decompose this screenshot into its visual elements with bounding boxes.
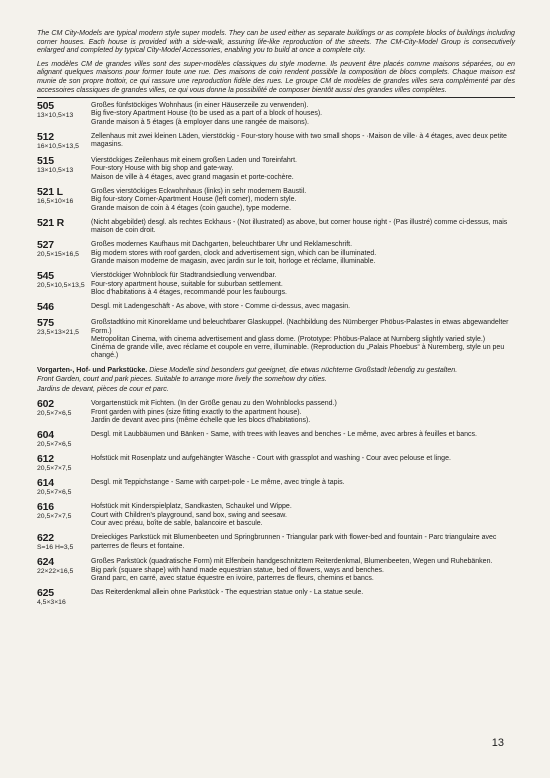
description-line: Big modern stores with roof garden, clock and advertisement sign, which can be illuminated. (91, 249, 377, 257)
model-description (91, 101, 515, 127)
description-line: Metropolitan Cinema, with cinema advertisement and glass dome. (Prototype: Phöbus-Palace at Nurnberg slightly varied style.) (91, 335, 486, 343)
catalog-page (37, 29, 515, 612)
description-line: Großes Parkstück (quadratische Form) mit Elfenbein handgeschnitztem Reiterdenkmal, Blumenbeeten, Wegen und Ruhebänken. (91, 558, 493, 566)
model-number: 545 (37, 270, 54, 283)
description-line: Desgl. mit Laubbäumen und Bänken - Same, with trees with leaves and benches - Le même, avec arbres à feuilles et bancs. (91, 431, 477, 439)
section-english: Front Garden, court and park pieces. Suitable to arrange more lively the somehow dry cities. (37, 375, 327, 384)
model-entry (37, 430, 515, 449)
model-code (37, 454, 91, 473)
model-dimensions: 16,5×10×16 (37, 197, 74, 205)
description-line: Maison de ville à 4 étages, avec grand magasin et porte-cochère. (91, 173, 294, 181)
model-code (37, 218, 91, 236)
model-dimensions: 20,5×7×7,5 (37, 513, 72, 521)
description-line: Cinéma de grande ville, avec réclame et coupole en verre, illuminable. (Reproduction du „Palais Phoebus“ à Nuremberg, style un peu changé.) (91, 344, 505, 360)
model-number: 515 (37, 155, 54, 168)
model-entry (37, 101, 515, 127)
model-entry (37, 318, 515, 360)
model-entry (37, 156, 515, 182)
model-number: 575 (37, 317, 54, 330)
description-line: Das Reiterdenkmal allein ohne Parkstück - The equestrian statue only - La statue seule. (91, 589, 364, 597)
model-code (37, 399, 91, 425)
model-number: 616 (37, 501, 54, 514)
model-number: 512 (37, 131, 54, 144)
model-number: 612 (37, 453, 54, 466)
model-number: 521 R (37, 216, 65, 229)
description-line: (Nicht abgebildet) desgl. als rechtes Eckhaus - (Not illustrated) as above, but corner house right - (Pas illustré) comme ci-dessus, mais maison de coin droit. (91, 218, 508, 235)
model-dimensions: 22×22×16,5 (37, 568, 74, 576)
model-dimensions: 13×10,5×13 (37, 112, 74, 120)
description-line: Big park (square shape) with hand made equestrian statue, bed of flowers, ways and benches. (91, 566, 385, 574)
model-description (91, 187, 515, 213)
model-description (91, 240, 515, 266)
model-number: 505 (37, 100, 54, 113)
description-line: Großstadtkino mit Kinoreklame und beleuchtbarer Glaskuppel. (Nachbildung des Nürnberger Phöbus-Palastes in etwas abgewandelter Form.) (91, 319, 509, 335)
model-code (37, 478, 91, 497)
model-code (37, 132, 91, 151)
description-line: Großes fünfstöckiges Wohnhaus (in einer Häuserzeile zu verwenden). (91, 102, 309, 110)
model-entry (37, 132, 515, 151)
model-dimensions: 20,5×7×7,5 (37, 465, 72, 473)
model-number: 614 (37, 477, 54, 490)
model-description (91, 271, 515, 297)
model-entry (37, 557, 515, 583)
section-heading (37, 366, 515, 375)
model-description (91, 156, 515, 182)
model-number: 625 (37, 587, 54, 600)
model-number: 622 (37, 532, 54, 545)
model-number: 527 (37, 239, 54, 252)
model-description (91, 588, 515, 607)
model-entry (37, 187, 515, 213)
model-number: 546 (37, 301, 54, 314)
description-line: Four-story House with big shop and gate-way. (91, 165, 234, 173)
model-description (91, 399, 515, 425)
section-heading-rest: Diese Modelle sind besonders gut geeignet, die etwas nüchterne Großstadt lebendig zu gestalten. (147, 365, 458, 374)
model-dimensions: 20,5×7×6,5 (37, 489, 72, 497)
description-line: Zellenhaus mit zwei kleinen Läden, vierstöckig - Four-story house with two small shops - ·Maison de ville· à 4 étages, avec deux petite magasins. (91, 133, 507, 149)
description-line: Four-story apartment house, suitable for suburban settlement. (91, 280, 283, 288)
model-entry (37, 588, 515, 607)
model-code (37, 240, 91, 266)
model-list-buildings (37, 101, 515, 361)
section-gardens (37, 366, 515, 394)
model-dimensions: S=16 H=3,5 (37, 544, 74, 552)
page-number: 13 (491, 737, 504, 749)
model-list-gardens (37, 399, 515, 607)
model-dimensions: 20,5×7×6,5 (37, 441, 72, 449)
model-dimensions: 23,5×13×21,5 (37, 329, 79, 337)
description-line: Hofstück mit Kinderspielplatz, Sandkasten, Schaukel und Wippe. (91, 503, 292, 511)
section-french: Jardins de devant, pièces de cour et parc. (37, 384, 169, 393)
model-dimensions: 20,5×7×6,5 (37, 410, 72, 418)
model-code (37, 502, 91, 528)
model-number: 602 (37, 398, 54, 411)
model-number: 521 L (37, 185, 63, 198)
description-line: Grand parc, en carré, avec statue équestre en ivoire, parterres de fleurs, chemins et bancs. (91, 574, 374, 582)
model-number: 604 (37, 429, 54, 442)
model-description (91, 502, 515, 528)
description-line: Cour avec préau, boîte de sable, balancoire et bascule. (91, 519, 263, 527)
model-entry (37, 478, 515, 497)
description-line: Großes vierstöckiges Eckwohnhaus (links) in sehr modernem Baustil. (91, 187, 307, 195)
model-description (91, 533, 515, 552)
model-entry (37, 240, 515, 266)
intro (37, 29, 515, 94)
model-description (91, 557, 515, 583)
model-code (37, 187, 91, 213)
description-line: Hofstück mit Rosenplatz und aufgehängter Wäsche - Court with grassplot and washing - Cour avec pelouse et linge. (91, 455, 451, 463)
model-dimensions: 20,5×10,5×13,5 (37, 282, 85, 290)
description-line: Grande maison de coin à 4 étages (coin gauche), type moderne. (91, 204, 292, 212)
model-number: 624 (37, 556, 54, 569)
description-line: Vierstöckiges Zeilenhaus mit einem großen Laden und Toreinfahrt. (91, 157, 297, 165)
description-line: Vorgartenstück mit Fichten. (In der Größe genau zu den Wohnblocks passend.) (91, 400, 337, 408)
intro-english: The CM City-Models are typical modern style super models. They can be used either as separate buildings or as complete blocks of buildings including corner houses. Each house is provided with a side-walk, assuring life-like reproduction of the streets. The CM-City-Model Group is consecutively enlarged and completed by typical City-Model Accessories, enabling you to build at once a complete city. (37, 29, 515, 55)
model-entry (37, 302, 515, 313)
model-entry (37, 454, 515, 473)
description-line: Vierstöckiger Wohnblock für Stadtrandsiedlung verwendbar. (91, 272, 277, 280)
model-code (37, 588, 91, 607)
model-description (91, 302, 515, 313)
description-line: Grande maison moderne de magasin, avec jardin sur le toit, horloge et réclame, illuminable. (91, 258, 376, 266)
model-entry (37, 271, 515, 297)
model-code (37, 533, 91, 552)
model-dimensions: 13×10,5×13 (37, 167, 74, 175)
description-line: Big four-story Corner-Apartment House (left corner), modern style. (91, 196, 297, 204)
model-description (91, 132, 515, 151)
model-code (37, 430, 91, 449)
description-line: Front garden with pines (size fitting exactly to the apartment house). (91, 408, 302, 416)
description-line: Grande maison à 5 étages (à employer dans une rangée de maisons). (91, 118, 309, 126)
description-line: Desgl. mit Ladengeschäft - As above, with store - Comme ci-dessus, avec magasin. (91, 303, 351, 311)
description-line: Bloc d'habitations à 4 étages, recommandé pour les faubourgs. (91, 288, 287, 296)
model-code (37, 557, 91, 583)
model-description (91, 454, 515, 473)
model-entry (37, 399, 515, 425)
model-code (37, 101, 91, 127)
intro-french: Les modèles CM de grandes villes sont des super-modèles classiques du style moderne. Ils peuvent être placés comme maisons séparées, ou en alignant quelques maisons pour former toute une rue. Des maisons de coin rendent possible la composition de blocs complets. Chaque maison est munie de son propre trottoir, ce qui rassure une reproduction fidèle des rues. Le groupe CM de modèles de grandes villes sera complémenté par des accessoires classiques de grandes villes, ce qui vous donne la possibilité de composer bientôt aussi des grandes villes complètes. (37, 59, 515, 94)
model-description (91, 218, 515, 236)
description-line: Big five-story Apartment House (to be used as a part of a block of houses). (91, 110, 323, 118)
model-dimensions: 4,5×3×16 (37, 599, 66, 607)
description-line: Jardin de devant avec pins (même échelle que les blocs d'habitations). (91, 417, 311, 425)
model-entry (37, 533, 515, 552)
model-description (91, 430, 515, 449)
model-code (37, 318, 91, 360)
model-entry (37, 218, 515, 236)
model-description (91, 478, 515, 497)
description-line: Desgl. mit Teppichstange - Same with carpet-pole - Le même, avec tringle à tapis. (91, 479, 345, 487)
description-line: Dreieckiges Parkstück mit Blumenbeeten und Springbrunnen - Triangular park with flower-bed and fountain - Parc triangulaire avec parterres de fleurs et fontaine. (91, 534, 497, 550)
description-line: Court with Children's playground, sand box, swing and seesaw. (91, 511, 287, 519)
model-code (37, 156, 91, 182)
divider (37, 97, 515, 98)
model-code (37, 302, 91, 313)
description-line: Großes modernes Kaufhaus mit Dachgarten, beleuchtbarer Uhr und Reklameschrift. (91, 241, 353, 249)
model-code (37, 271, 91, 297)
model-description (91, 318, 515, 360)
section-heading-title: Vorgarten-, Hof- und Parkstücke. (37, 365, 148, 374)
model-dimensions: 16×10,5×13,5 (37, 143, 79, 151)
model-dimensions: 20,5×15×16,5 (37, 251, 79, 259)
model-entry (37, 502, 515, 528)
